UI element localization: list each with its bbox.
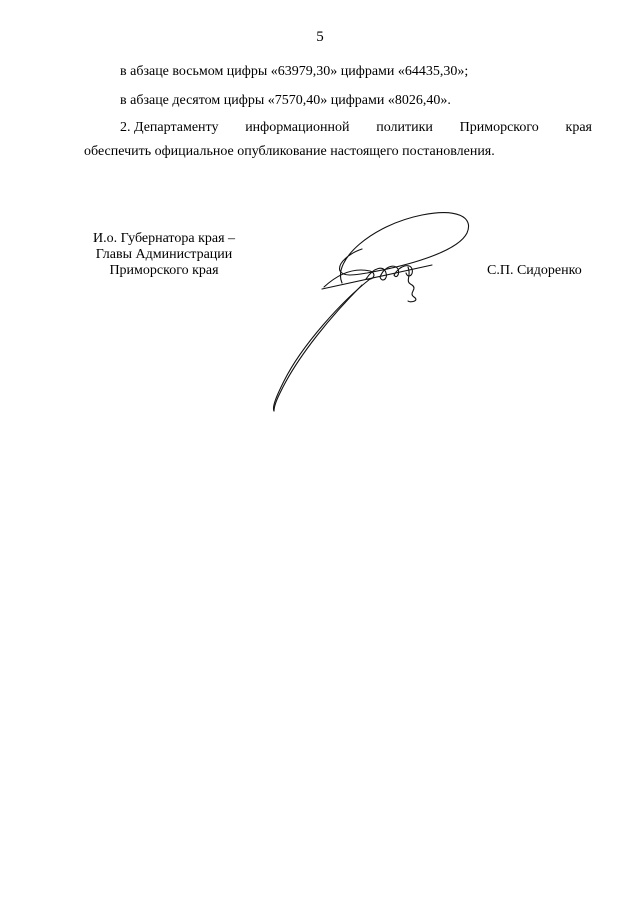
paragraph-item-2-continuation: обеспечить официальное опубликование настоящего постановления. <box>84 144 495 159</box>
signer-title-line: Главы Администрации <box>95 247 233 262</box>
item2-word: края <box>565 120 592 135</box>
paragraph-amendment-8: в абзаце восьмом цифры «63979,30» цифрами «64435,30»; <box>120 64 469 79</box>
item2-word: информационной <box>245 120 350 135</box>
item2-word: 2. Департаменту <box>120 120 219 135</box>
signer-title <box>78 231 250 279</box>
item2-word: Приморского <box>459 120 539 135</box>
paragraph-item-2-first-line <box>120 120 592 136</box>
paragraph-amendment-10: в абзаце десятом цифры «7570,40» цифрами «8026,40». <box>120 93 451 108</box>
signer-title-line: Приморского края <box>109 263 219 278</box>
signer-title-line: И.о. Губернатора края – <box>92 231 236 246</box>
signer-name: С.П. Сидоренко <box>487 263 582 278</box>
item2-word: политики <box>376 120 433 135</box>
handwritten-signature <box>262 205 480 415</box>
page-number: 5 <box>316 29 324 45</box>
